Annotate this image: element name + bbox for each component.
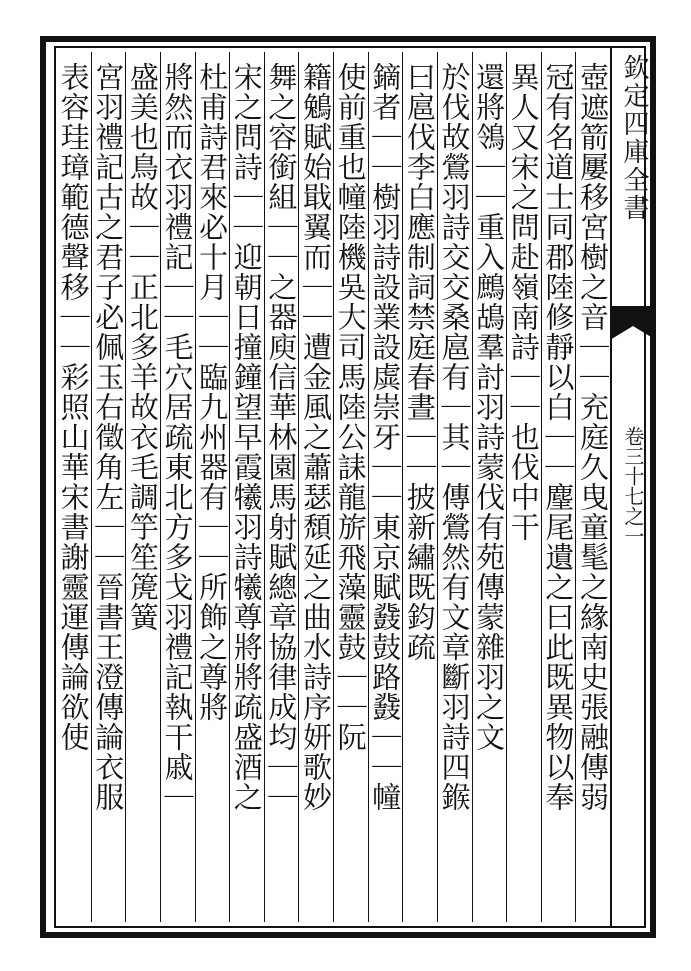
- center-gutter: [610, 46, 650, 928]
- text-column: 鏑者｜｜樹羽詩設業設虡崇牙｜｜東京賦鼗鼓路鼗｜｜幢: [368, 52, 403, 922]
- text-column: 使前重也幢陸機吳大司馬陸公誄龍旂飛藻靈鼓｜｜阮: [333, 52, 368, 922]
- text-column: 冠有名道士同郡陸修靜以白｜｜麈尾遺之曰此既異物以奉: [541, 52, 576, 922]
- text-column: 宮羽禮記古之君子必佩玉右徵角左｜｜晉書王澄傳論衣服: [91, 52, 126, 922]
- volume-label: 卷三十七之一: [621, 426, 645, 546]
- page-frame: [40, 36, 656, 938]
- text-column: 宋之問詩｜｜迎朝日撞鐘望早霞犧羽詩犧尊將將疏盛酒之: [229, 52, 264, 922]
- text-column: 異人又宋之問赴嶺南詩｜｜也伐中干: [506, 52, 541, 922]
- text-column: 杜甫詩君來必十月｜｜臨九州器有｜｜所飾之尊將: [195, 52, 230, 922]
- text-column: 舞之容銜組｜｜之器庾信華林園馬射賦總章協律成均｜｜: [264, 52, 299, 922]
- text-column: 將然而衣羽禮記｜｜毛穴居疏東北方多戈羽禮記執干戚｜: [160, 52, 195, 922]
- text-column: 壺遮箭屢移宮樹之音｜｜充庭久曳童髦之緣南史張融傳弱: [575, 52, 610, 922]
- text-column: 還將鴒｜｜重入鷓鴣羣討羽詩蒙伐有苑傳蒙雜羽之文: [472, 52, 507, 922]
- text-column: 於伐故鶯羽詩交交桑扈有｜其｜傳鶯然有文章斷羽詩四鍭: [437, 52, 472, 922]
- text-column: 籍鵵賦始戢翼而｜｜遭金風之蕭瑟頹延之曲水詩序妍歌妙: [298, 52, 333, 922]
- text-column: 表容珪璋範德聲移｜｜彩照山華宋書謝靈運傳論欲使: [56, 62, 91, 752]
- text-columns: [56, 52, 610, 922]
- book-title: 欽定四庫全書: [619, 54, 649, 222]
- fishtail-mark: [610, 306, 656, 326]
- text-column: 曰扈伐李白應制詞禁庭春晝｜｜披新繡既鈞疏: [402, 52, 437, 922]
- text-column: 盛美也鳥故｜｜正北多羊故衣毛調竽笙箎簧: [125, 52, 160, 922]
